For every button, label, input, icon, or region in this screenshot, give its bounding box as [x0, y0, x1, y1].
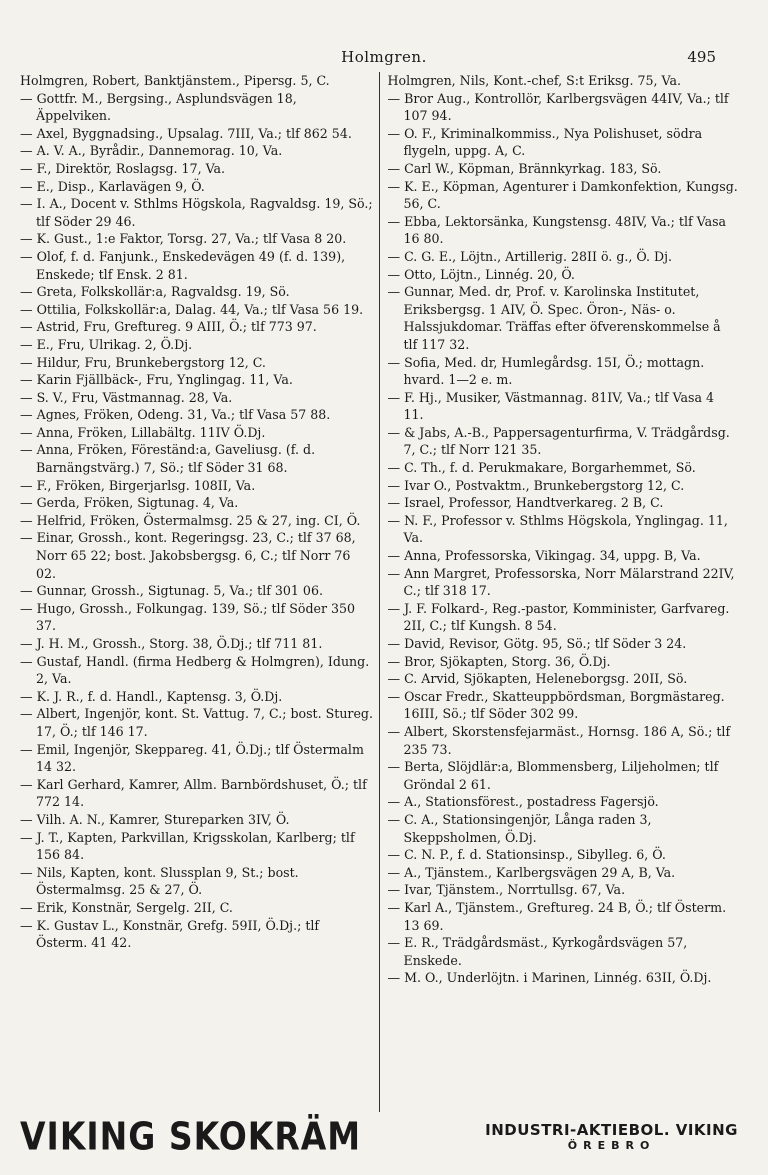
directory-entry: — K. J. R., f. d. Handl., Kaptensg. 3, Ö.Dj. — [20, 688, 283, 704]
directory-entry: — Carl W., Köpman, Brännkyrkag. 183, Sö. — [387, 160, 662, 176]
directory-entry: — Vilh. A. N., Kamrer, Stureparken 3IV, Ö. — [20, 811, 290, 827]
directory-entry: — Bror Aug., Kontrollör, Karlbergsvägen 44IV, Va.; tlf 107 94. — [387, 90, 729, 124]
directory-entry: Holmgren, Nils, Kont.-chef, S:t Eriksg. 75, Va. — [387, 73, 681, 88]
ad-company — [485, 1121, 738, 1152]
page-number: 495 — [687, 48, 716, 66]
directory-entry: — Emil, Ingenjör, Skeppareg. 41, Ö.Dj.; tlf Östermalm 14 32. — [20, 741, 364, 775]
directory-entry: — C. G. E., Löjtn., Artillerig. 28II ö. g., Ö. Dj. — [387, 248, 672, 264]
directory-entry: — Gottfr. M., Bergsing., Asplundsvägen 18, Äppelviken. — [20, 90, 297, 124]
directory-entry: Holmgren, Robert, Banktjänstem., Pipersg. 5, C. — [20, 73, 330, 88]
directory-entry: — Karin Fjällbäck-, Fru, Ynglingag. 11, Va. — [20, 372, 293, 388]
directory-entry: — A., Tjänstem., Karlbergsvägen 29 A, B, Va. — [387, 864, 676, 880]
directory-entry: — Axel, Byggnadsing., Upsalag. 7III, Va.; tlf 862 54. — [20, 125, 352, 141]
directory-entry: — Anna, Fröken, Lillabältg. 11IV Ö.Dj. — [20, 424, 266, 440]
directory-entry: — N. F., Professor v. Sthlms Högskola, Ynglingag. 11, Va. — [387, 512, 728, 546]
directory-entry: — Agnes, Fröken, Odeng. 31, Va.; tlf Vasa 57 88. — [20, 407, 331, 423]
directory-entry: — Karl A., Tjänstem., Greftureg. 24 B, Ö.; tlf Österm. 13 69. — [387, 899, 727, 933]
directory-entry: — Ivar O., Postvaktm., Brunkebergstorg 12, C. — [387, 477, 685, 493]
directory-entry: — E. R., Trädgårdsmäst., Kyrkogårdsvägen 57, Enskede. — [387, 935, 688, 968]
directory-entry: — Nils, Kapten, kont. Slussplan 9, St.; bost. Östermalmsg. 25 & 27, Ö. — [20, 864, 299, 898]
directory-entry: — Gunnar, Grossh., Sigtunag. 5, Va.; tlf 301 06. — [20, 583, 323, 599]
directory-entry: — J. H. M., Grossh., Storg. 38, Ö.Dj.; tlf 711 81. — [20, 636, 323, 651]
directory-entry: — Sofia, Med. dr, Humlegårdsg. 15I, Ö.; mottagn. hvard. 1—2 e. m. — [387, 354, 705, 388]
directory-entry: — C. A., Stationsingenjör, Långa raden 3, Skeppsholmen, Ö.Dj. — [387, 811, 652, 845]
ad-company-name: INDUSTRI-AKTIEBOL. VIKING — [485, 1120, 738, 1139]
directory-entry: — Anna, Fröken, Föreständ:a, Gaveliusg. (f. d. Barnängstvärg.) 7, Sö.; tlf Söder 31 68. — [20, 442, 316, 476]
directory-entry: — Gunnar, Med. dr, Prof. v. Karolinska Institutet, Eriksbergsg. 1 AIV, Ö. Spec. Öron-, Näs- o. Halssjukdomar. Träffas efter öfverenskommelse å tlf 117 32. — [387, 284, 721, 352]
directory-entry: — K. Gust., 1:e Faktor, Torsg. 27, Va.; tlf Vasa 8 20. — [20, 231, 347, 247]
directory-entry: — Ebba, Lektorsänka, Kungstensg. 48IV, Va.; tlf Vasa 16 80. — [387, 213, 727, 247]
directory-entry: — Berta, Slöjdlär:a, Blommensberg, Liljeholmen; tlf Gröndal 2 61. — [387, 759, 719, 792]
directory-entry: — Albert, Skorstensfejarmäst., Hornsg. 186 A, Sö.; tlf 235 73. — [387, 723, 731, 757]
directory-entry: — C. Arvid, Sjökapten, Heleneborgsg. 20II, Sö. — [387, 671, 688, 687]
directory-entry: — K. Gustav L., Konstnär, Grefg. 59II, Ö.Dj.; tlf Österm. 41 42. — [20, 917, 320, 951]
directory-entry: — S. V., Fru, Västmannag. 28, Va. — [20, 389, 233, 405]
right-column — [380, 72, 739, 1112]
running-head: Holmgren. — [341, 48, 427, 66]
directory-entry: — Oscar Fredr., Skatteuppbördsman, Borgmästareg. 16III, Sö.; tlf Söder 302 99. — [387, 688, 725, 722]
directory-entry: — F., Fröken, Birgerjarlsg. 108II, Va. — [20, 477, 256, 493]
directory-entry: — & Jabs, A.-B., Pappersagenturfirma, V. Trädgårdsg. 7, C.; tlf Norr 121 35. — [387, 424, 730, 458]
directory-entry: — C. Th., f. d. Perukmakare, Borgarhemmet, Sö. — [387, 460, 696, 476]
directory-entry: — J. T., Kapten, Parkvillan, Krigsskolan, Karlberg; tlf 156 84. — [20, 829, 355, 863]
directory-entry: — C. N. P., f. d. Stationsinsp., Sibylleg. 6, Ö. — [387, 847, 666, 863]
directory-entry: — Ottilia, Folkskollär:a, Dalag. 44, Va.; tlf Vasa 56 19. — [20, 301, 364, 317]
directory-entry: — A. V. A., Byrådir., Dannemorag. 10, Va. — [20, 143, 283, 159]
directory-entry: — Hugo, Grossh., Folkungag. 139, Sö.; tlf Söder 350 37. — [20, 600, 356, 634]
directory-entry: — E., Disp., Karlavägen 9, Ö. — [20, 178, 205, 194]
directory-entry: — Israel, Professor, Handtverkareg. 2 B, C. — [387, 495, 664, 511]
directory-entry: — Anna, Professorska, Vikingag. 34, uppg. B, Va. — [387, 548, 701, 564]
directory-entry: — Olof, f. d. Fanjunk., Enskedevägen 49 (f. d. 139), Enskede; tlf Ensk. 2 81. — [20, 248, 346, 282]
directory-entry: — E., Fru, Ulrikag. 2, Ö.Dj. — [20, 336, 193, 352]
directory-entry: — Bror, Sjökapten, Storg. 36, Ö.Dj. — [387, 653, 611, 669]
directory-entry: — Karl Gerhard, Kamrer, Allm. Barnbördshuset, Ö.; tlf 772 14. — [20, 776, 367, 810]
directory-entry: — Helfrid, Fröken, Östermalmsg. 25 & 27, ing. CI, Ö. — [20, 512, 361, 528]
directory-entry: — Otto, Löjtn., Linnég. 20, Ö. — [387, 266, 575, 282]
left-column — [20, 72, 379, 1112]
directory-entry: — Gustaf, Handl. (firma Hedberg & Holmgren), Idung. 2, Va. — [20, 653, 370, 687]
directory-entry: — Astrid, Fru, Greftureg. 9 AIII, Ö.; tlf 773 97. — [20, 319, 317, 335]
footer-advertisement — [20, 1115, 738, 1157]
directory-entry: — Albert, Ingenjör, kont. St. Vattug. 7, C.; bost. Stureg. 17, Ö.; tlf 146 17. — [20, 706, 373, 739]
page-header — [0, 48, 768, 72]
directory-entry: — Einar, Grossh., kont. Regeringsg. 23, C.; tlf 37 68, Norr 65 22; bost. Jakobsbergsg. 6, C.; tlf Norr 76 02. — [20, 530, 356, 581]
directory-entry: — Greta, Folkskollär:a, Ragvaldsg. 19, Sö. — [20, 284, 290, 300]
directory-entry: — Ivar, Tjänstem., Norrtullsg. 67, Va. — [387, 882, 626, 898]
directory-entry: — I. A., Docent v. Sthlms Högskola, Ragvaldsg. 19, Sö.; tlf Söder 29 46. — [20, 196, 373, 229]
directory-entry: — F., Direktör, Roslagsg. 17, Va. — [20, 160, 226, 176]
directory-entry: — F. Hj., Musiker, Västmannag. 81IV, Va.; tlf Vasa 4 11. — [387, 389, 714, 423]
directory-entry: — J. F. Folkard-, Reg.-pastor, Komminister, Garfvareg. 2II, C.; tlf Kungsh. 8 54. — [387, 600, 730, 634]
directory-entry: — Ann Margret, Professorska, Norr Mälarstrand 22IV, C.; tlf 318 17. — [387, 565, 735, 599]
ad-company-city: ÖREBRO — [567, 1138, 656, 1152]
directory-entry: — K. E., Köpman, Agenturer i Damkonfektion, Kungsg. 56, C. — [387, 178, 738, 212]
ad-brand: VIKING SKOKRÄM — [20, 1113, 362, 1159]
directory-entry: — David, Revisor, Götg. 95, Sö.; tlf Söder 3 24. — [387, 636, 687, 651]
directory-entry: — A., Stationsförest., postadress Fagersjö. — [387, 794, 659, 810]
directory-entry: — Gerda, Fröken, Sigtunag. 4, Va. — [20, 495, 239, 511]
directory-entry: — O. F., Kriminalkommiss., Nya Polishuset, södra flygeln, uppg. A, C. — [387, 125, 703, 159]
directory-entry: — Hildur, Fru, Brunkebergstorg 12, C. — [20, 354, 266, 370]
directory-columns — [20, 72, 738, 1112]
directory-entry: — Erik, Konstnär, Sergelg. 2II, C. — [20, 899, 233, 915]
directory-entry: — M. O., Underlöjtn. i Marinen, Linnég. 63II, Ö.Dj. — [387, 970, 712, 986]
